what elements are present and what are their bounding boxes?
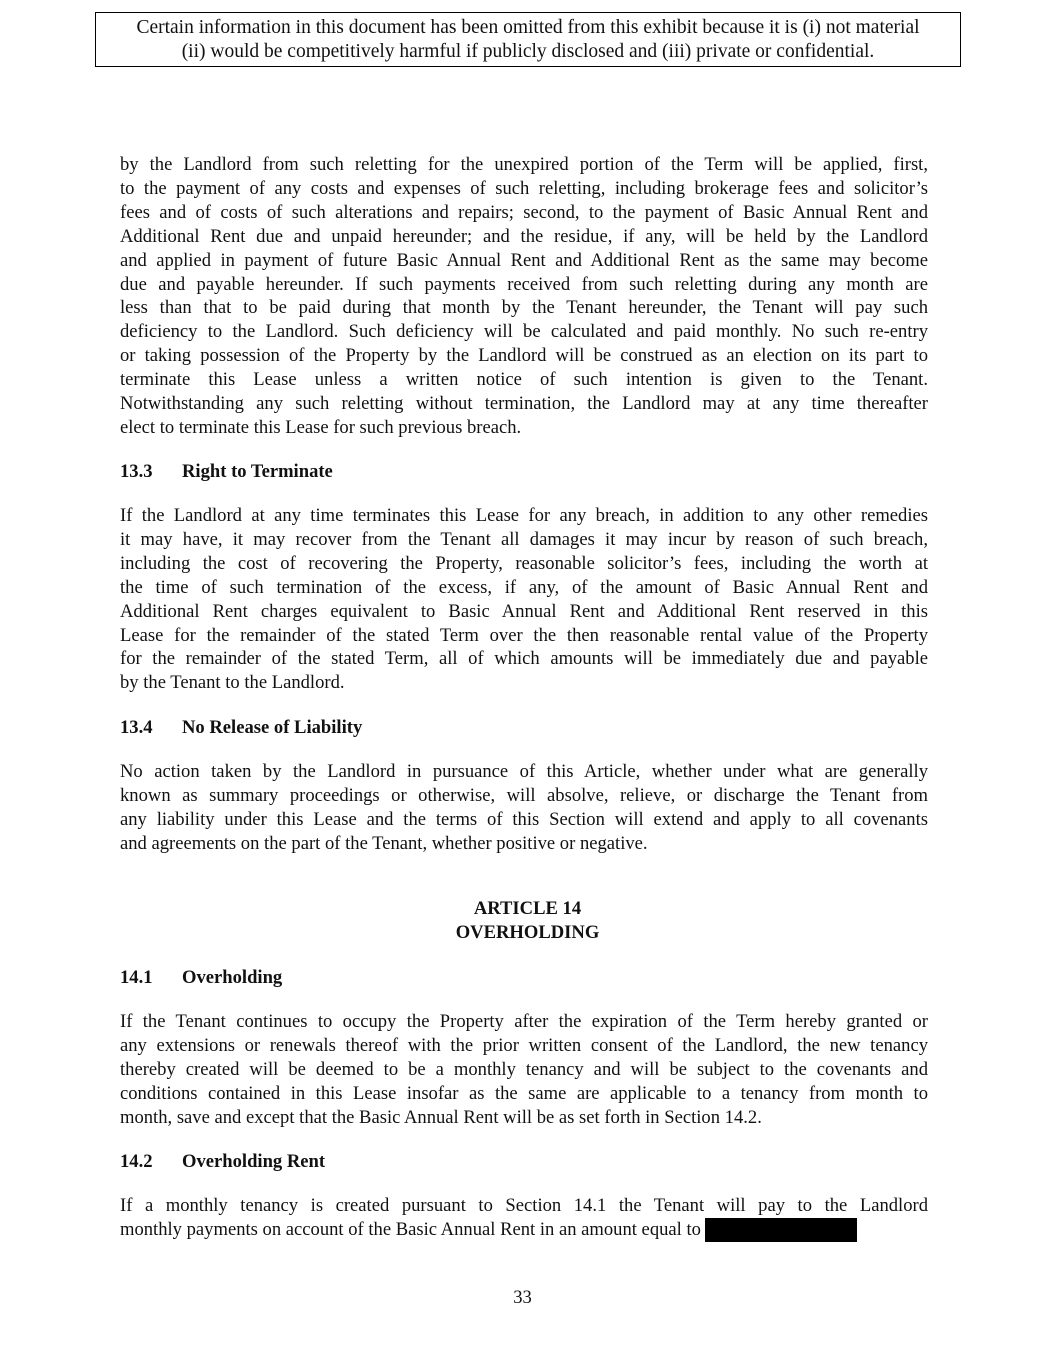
section-13-3-heading [120,460,333,484]
text-line: Additional Rent charges equivalent to Basic Annual Rent and Additional Rent reserved in this [120,600,928,622]
text-line: fees and of costs of such alterations and repairs; second, to the payment of Basic Annual Rent and [120,201,928,223]
text-line: including the cost of recovering the Property, reasonable solicitor’s fees, including the worth at [120,552,928,574]
confidentiality-notice [95,12,961,67]
article-label: ARTICLE 14 [473,898,582,919]
text-line: and agreements on the part of the Tenant, whether positive or negative. [120,832,648,854]
section-14-1-body [120,1010,928,1130]
text-fragment: monthly payments on account of the Basic Annual Rent in an amount equal to [120,1218,701,1240]
section-number: 14.2 [120,1151,153,1172]
text-line: If the Landlord at any time terminates this Lease for any breach, in addition to any other remedies [120,505,928,526]
redaction-block [705,1218,857,1242]
text-line: due and payable hereunder. If such payments received from such reletting during any month are [120,273,928,295]
text-line: deficiency to the Landlord. Such deficiency will be calculated and paid monthly. No such re-entry [120,321,928,343]
text-line: If the Tenant continues to occupy the Property after the expiration of the Term hereby granted or [120,1011,928,1032]
text-line: and applied in payment of future Basic Annual Rent and Additional Rent as the same may become [120,249,928,271]
text-line: conditions contained in this Lease insofar as the same are applicable to a tenancy from month to [120,1082,928,1104]
text-line: any liability under this Lease and the terms of this Section will extend and apply to all covenants [120,808,928,830]
notice-line-2: (ii) would be competitively harmful if publicly disclosed and (iii) private or confidential. [181,40,875,62]
continuation-paragraph [120,153,928,440]
section-14-2-body [120,1194,928,1242]
text-line: No action taken by the Landlord in pursuance of this Article, whether under what are generally [120,761,928,782]
text-line: by the Landlord from such reletting for the unexpired portion of the Term will be applied, first, [120,154,928,175]
section-number: 14.1 [120,967,153,988]
text-line: Notwithstanding any such reletting without termination, the Landlord may at any time thereafter [120,393,928,415]
text-line: If a monthly tenancy is created pursuant to Section 14.1 the Tenant will pay to the Landlord [120,1195,928,1216]
text-line: thereby created will be deemed to be a monthly tenancy and will be subject to the covenants and [120,1058,928,1080]
text-line: known as summary proceedings or otherwise, will absolve, relieve, or discharge the Tenant from [120,784,928,806]
article-14-heading [0,897,1055,945]
text-line: Additional Rent due and unpaid hereunder; and the residue, if any, will be held by the Landlord [120,225,928,247]
section-13-4-heading [120,716,362,740]
text-line: or taking possession of the Property by the Landlord will be construed as an election on its part to [120,345,928,367]
article-title: OVERHOLDING [455,922,600,943]
section-13-3-body [120,504,928,695]
section-title: No Release of Liability [182,717,363,738]
text-line: any extensions or renewals thereof with the prior written consent of the Landlord, the new tenancy [120,1034,928,1056]
section-number: 13.3 [120,461,153,482]
section-14-2-heading [120,1150,325,1174]
text-line: it may have, it may recover from the Tenant all damages it may incur by reason of such breach, [120,528,928,550]
text-line: for the remainder of the stated Term, all of which amounts will be immediately due and payable [120,648,928,670]
text-line: by the Tenant to the Landlord. [120,672,345,694]
text-line: terminate this Lease unless a written notice of such intention is given to the Tenant. [120,369,928,391]
text-line: Lease for the remainder of the stated Term over the then reasonable rental value of the Property [120,624,928,646]
text-line: to the payment of any costs and expenses of such reletting, including brokerage fees and solicitor’s [120,177,928,199]
notice-line-1: Certain information in this document has been omitted from this exhibit because it is (i) not material [136,17,920,38]
text-line-with-redaction [120,1218,928,1242]
text-line: less than that to be paid during that month by the Tenant hereunder, the Tenant will pay such [120,297,928,319]
page-number: 33 [513,1287,532,1308]
section-number: 13.4 [120,717,153,738]
section-title: Right to Terminate [182,461,333,482]
text-line: month, save and except that the Basic Annual Rent will be as set forth in Section 14.2. [120,1106,762,1128]
section-14-1-heading [120,966,282,990]
section-title: Overholding Rent [182,1151,326,1172]
section-title: Overholding [182,967,283,988]
section-13-4-body [120,760,928,856]
text-line: elect to terminate this Lease for such previous breach. [120,416,522,438]
text-line: the time of such termination of the excess, if any, of the amount of Basic Annual Rent and [120,576,928,598]
